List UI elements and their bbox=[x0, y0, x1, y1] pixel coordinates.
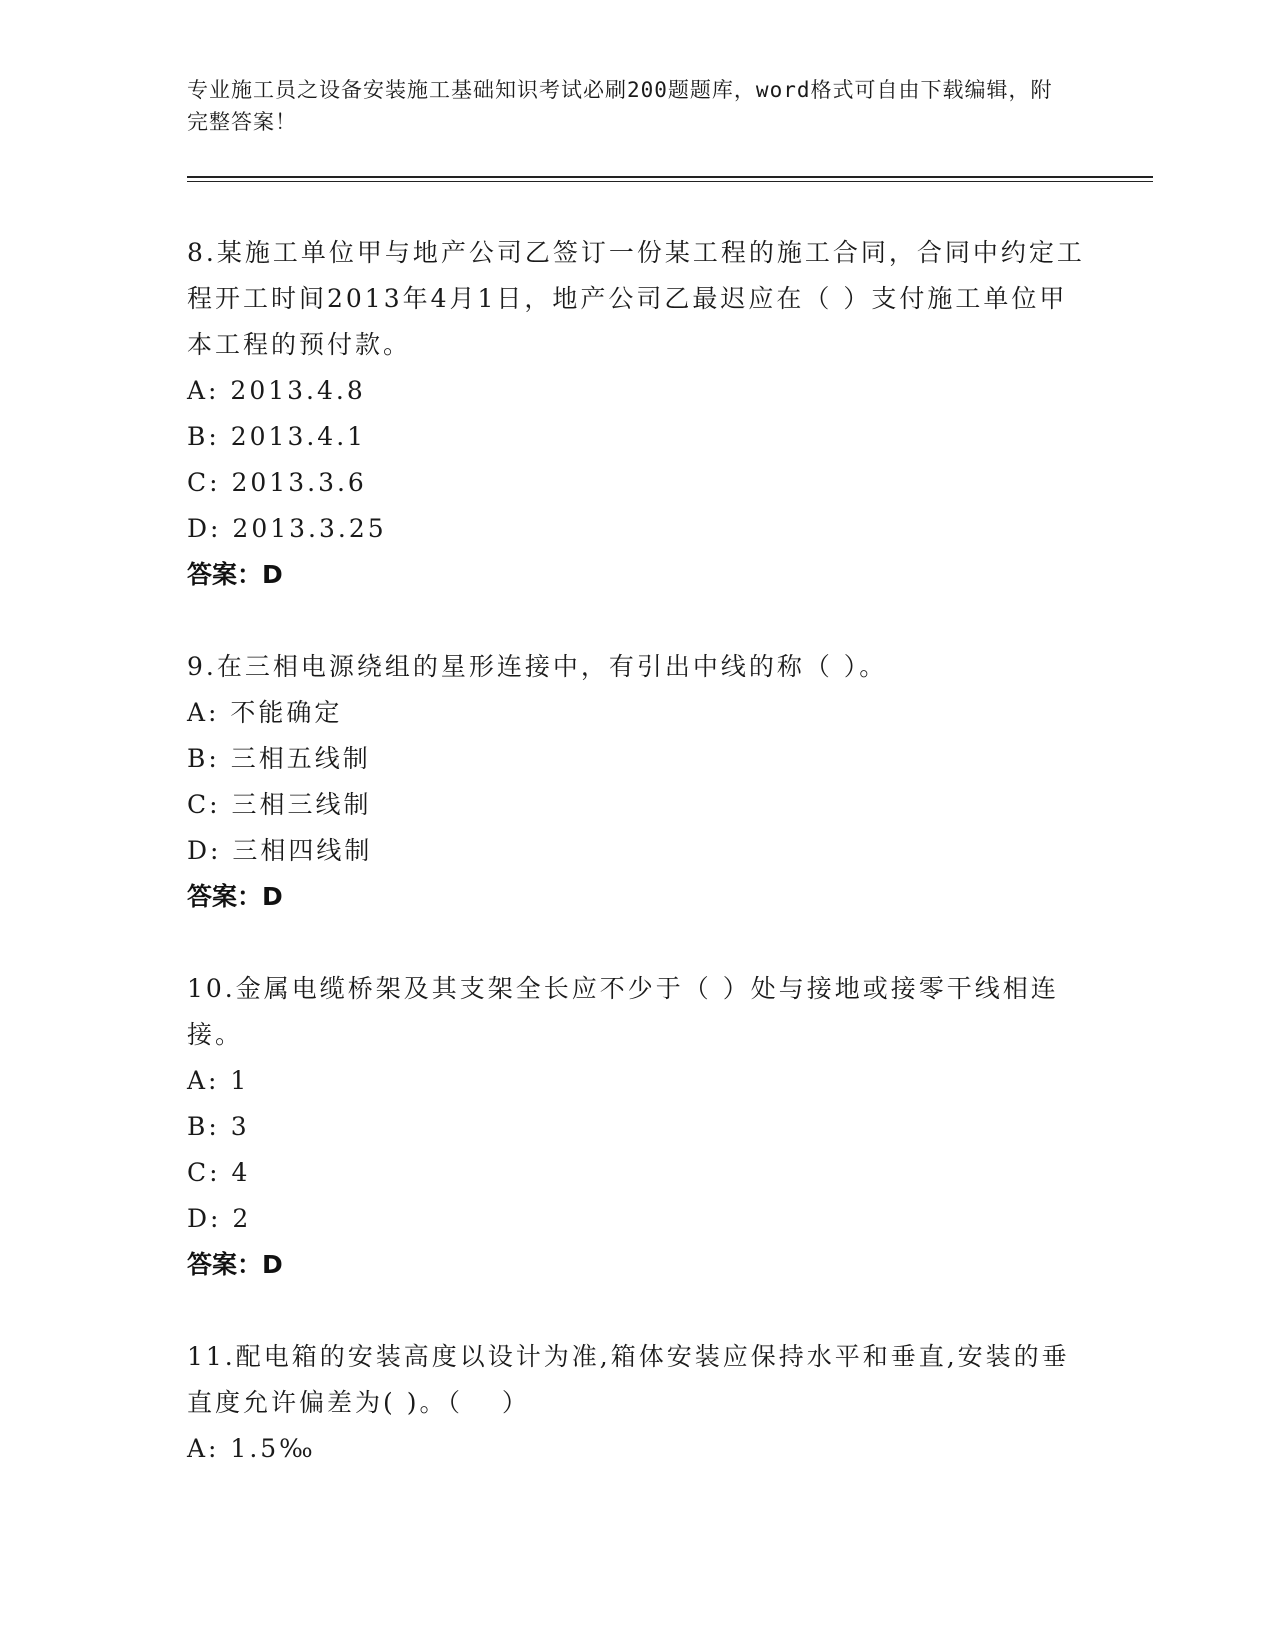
question-10 bbox=[187, 966, 1087, 1288]
option-d: D: 2013.3.25 bbox=[187, 514, 387, 543]
option-d: D: 2 bbox=[187, 1204, 252, 1233]
header-rule-thin bbox=[187, 181, 1153, 182]
question-stem: 10.金属电缆桥架及其支架全长应不少于（ ）处与接地或接零干线相连接。 bbox=[187, 974, 1059, 1049]
question-list bbox=[187, 230, 1087, 1518]
question-9 bbox=[187, 644, 1087, 920]
question-stem: 11.配电箱的安装高度以设计为准,箱体安装应保持水平和垂直,安装的垂直度允许偏差为( )。（ ） bbox=[187, 1342, 1070, 1417]
question-stem: 8.某施工单位甲与地产公司乙签订一份某工程的施工合同，合同中约定工程开工时间2013年4月1日，地产公司乙最迟应在（ ）支付施工单位甲本工程的预付款。 bbox=[187, 238, 1085, 359]
option-b: B: 三相五线制 bbox=[187, 744, 371, 773]
option-a: A: 2013.4.8 bbox=[187, 376, 366, 405]
option-d: D: 三相四线制 bbox=[187, 836, 373, 865]
option-c: C: 4 bbox=[187, 1158, 251, 1187]
option-b: B: 2013.4.1 bbox=[187, 422, 367, 451]
option-c: C: 三相三线制 bbox=[187, 790, 372, 819]
option-a: A: 1 bbox=[187, 1066, 250, 1095]
option-b: B: 3 bbox=[187, 1112, 250, 1141]
answer-label: 答案：D bbox=[187, 1250, 283, 1279]
option-a: A: 不能确定 bbox=[187, 698, 343, 727]
question-8 bbox=[187, 230, 1087, 598]
option-a: A: 1.5‰ bbox=[187, 1434, 316, 1463]
question-11 bbox=[187, 1334, 1087, 1472]
answer-label: 答案：D bbox=[187, 882, 283, 911]
option-c: C: 2013.3.6 bbox=[187, 468, 367, 497]
question-stem: 9.在三相电源绕组的星形连接中，有引出中线的称（ ）。 bbox=[187, 652, 888, 681]
document-header: 专业施工员之设备安装施工基础知识考试必刷200题题库，word格式可自由下载编辑，附完整答案！ bbox=[187, 78, 1053, 134]
answer-label: 答案：D bbox=[187, 560, 283, 589]
header-rule-thick bbox=[187, 176, 1153, 178]
